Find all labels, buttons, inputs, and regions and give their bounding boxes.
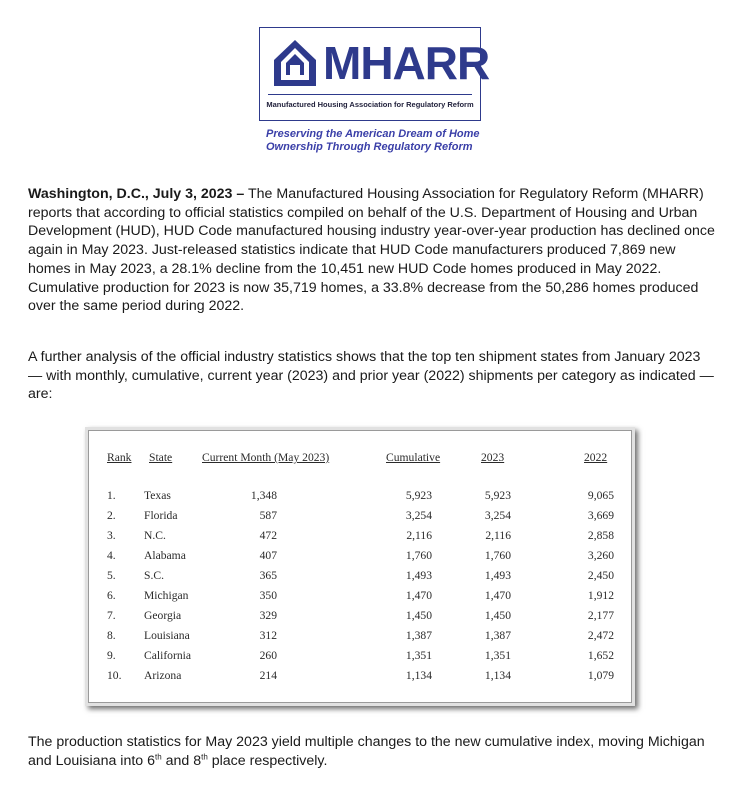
paragraph3-part1: The production statistics for May 2023 yield multiple changes to the new cumulative index, moving Michigan and Louisiana into 6 xyxy=(28,734,705,769)
paragraph3-part3: place respectively. xyxy=(207,752,328,769)
prior-2022-cell: 1,079 xyxy=(587,669,614,682)
cumulative-cell: 1,351 xyxy=(405,649,432,662)
prior-2022-cell: 9,065 xyxy=(587,489,614,502)
paragraph1-body: The Manufactured Housing Association for Regulatory Reform (MHARR) reports that according to official statistics compiled on behalf of the U.S. Department of Housing and Urban Development (HUD), HUD Code manufactured housing industry year-over-year production has declined once again in May 2023. Just-released statistics indicate that HUD Code manufacturers produced 7,869 new homes in May 2023, a 28.1% decline from the 10,451 new HUD Code homes produced in May 2022. Cumulative production for 2023 is now 35,719 homes, a 33.8% decrease from the 50,286 homes produced over the same period during 2022. xyxy=(28,186,715,315)
cumulative-cell: 1,450 xyxy=(405,609,432,622)
state-cell: Texas xyxy=(144,489,171,502)
current-month-cell: 329 xyxy=(259,609,277,622)
tagline-line2: Ownership Through Regulatory Reform xyxy=(266,141,473,153)
header-current-month: Current Month (May 2023) xyxy=(202,451,330,464)
logo-subtitle: Manufactured Housing Association for Regulatory Reform xyxy=(266,100,474,109)
shipment-states-table xyxy=(88,430,632,703)
current-month-cell: 312 xyxy=(259,629,277,642)
conclusion-paragraph xyxy=(28,733,718,770)
state-cell: Michigan xyxy=(144,589,189,602)
state-cell: Florida xyxy=(144,509,178,522)
ytd-2023-cell: 1,450 xyxy=(484,609,511,622)
header-2023: 2023 xyxy=(481,451,505,464)
mharr-logo xyxy=(259,27,490,121)
cumulative-cell: 3,254 xyxy=(405,509,432,522)
prior-2022-cell: 2,450 xyxy=(587,569,614,582)
ytd-2023-cell: 2,116 xyxy=(485,529,511,542)
ytd-2023-cell: 1,351 xyxy=(484,649,511,662)
state-cell: N.C. xyxy=(144,529,166,542)
current-month-cell: 407 xyxy=(259,549,277,562)
prior-2022-cell: 2,177 xyxy=(587,609,614,622)
state-cell: Georgia xyxy=(144,609,182,622)
cumulative-cell: 1,470 xyxy=(405,589,432,602)
press-release-paragraph xyxy=(28,185,718,316)
rank-cell: 9. xyxy=(107,649,116,662)
cumulative-cell: 5,923 xyxy=(405,489,432,502)
prior-2022-cell: 3,669 xyxy=(587,509,614,522)
prior-2022-cell: 2,858 xyxy=(587,529,614,542)
paragraph3-part2: and 8 xyxy=(161,752,202,769)
tagline-line1: Preserving the American Dream of Home xyxy=(266,128,480,140)
current-month-cell: 365 xyxy=(259,569,277,582)
rank-cell: 10. xyxy=(107,669,122,682)
ytd-2023-cell: 1,470 xyxy=(484,589,511,602)
dateline: Washington, D.C., July 3, 2023 – xyxy=(28,186,245,202)
ordinal-suffix: th xyxy=(155,751,162,761)
rank-cell: 5. xyxy=(107,569,116,582)
rank-cell: 1. xyxy=(107,489,116,502)
header-cumulative: Cumulative xyxy=(386,451,441,464)
tagline xyxy=(266,128,506,154)
current-month-cell: 587 xyxy=(259,509,277,522)
logo-wordmark: MHARR xyxy=(323,37,490,89)
header-2022: 2022 xyxy=(584,451,608,464)
ytd-2023-cell: 1,493 xyxy=(484,569,511,582)
cumulative-cell: 1,134 xyxy=(405,669,432,682)
prior-2022-cell: 2,472 xyxy=(587,629,614,642)
analysis-paragraph: A further analysis of the official industry statistics shows that the top ten shipment states from January 2023 — with monthly, cumulative, current year (2023) and prior year (2022) shipments per category as indicated — are: xyxy=(28,349,714,403)
cumulative-cell: 1,387 xyxy=(405,629,432,642)
rank-cell: 2. xyxy=(107,509,116,522)
ytd-2023-cell: 1,760 xyxy=(484,549,511,562)
cumulative-cell: 2,116 xyxy=(406,529,432,542)
current-month-cell: 260 xyxy=(259,649,277,662)
ytd-2023-cell: 3,254 xyxy=(484,509,511,522)
rank-cell: 7. xyxy=(107,609,116,622)
prior-2022-cell: 1,912 xyxy=(587,589,614,602)
state-cell: S.C. xyxy=(144,569,164,582)
logo-divider xyxy=(268,94,472,95)
header-state: State xyxy=(149,451,173,464)
ytd-2023-cell: 1,387 xyxy=(484,629,511,642)
state-cell: Alabama xyxy=(144,549,186,562)
rank-cell: 6. xyxy=(107,589,116,602)
rank-cell: 4. xyxy=(107,549,116,562)
rank-cell: 3. xyxy=(107,529,116,542)
ordinal-suffix: th xyxy=(201,751,208,761)
header-rank: Rank xyxy=(107,451,132,464)
house-icon xyxy=(272,38,318,88)
current-month-cell: 350 xyxy=(259,589,277,602)
prior-2022-cell: 3,260 xyxy=(587,549,614,562)
current-month-cell: 1,348 xyxy=(250,489,277,502)
current-month-cell: 472 xyxy=(259,529,277,542)
current-month-cell: 214 xyxy=(259,669,277,682)
state-cell: Arizona xyxy=(144,669,182,682)
prior-2022-cell: 1,652 xyxy=(587,649,614,662)
ytd-2023-cell: 1,134 xyxy=(484,669,511,682)
state-cell: Louisiana xyxy=(144,629,190,642)
cumulative-cell: 1,760 xyxy=(405,549,432,562)
ytd-2023-cell: 5,923 xyxy=(484,489,511,502)
rank-cell: 8. xyxy=(107,629,116,642)
state-cell: California xyxy=(144,649,192,662)
cumulative-cell: 1,493 xyxy=(405,569,432,582)
